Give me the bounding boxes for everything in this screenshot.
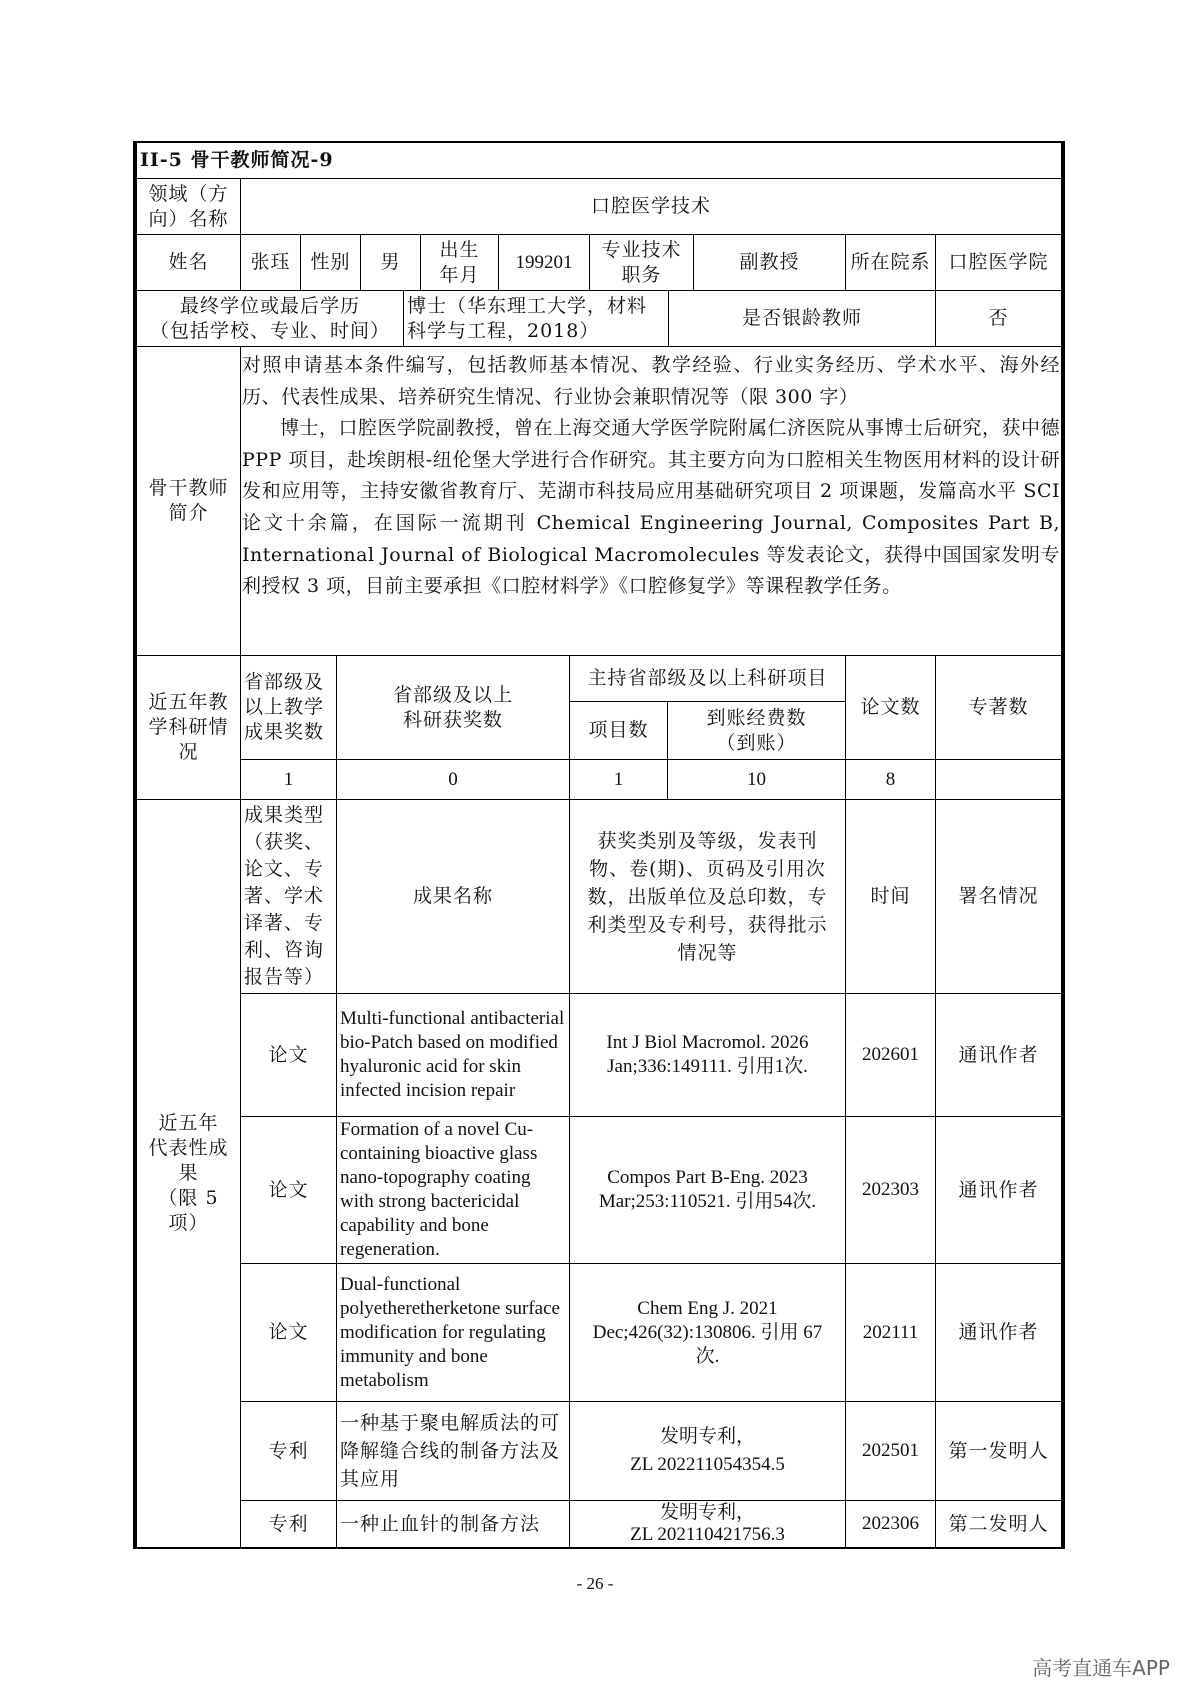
name-value: 张珏 [241,235,301,291]
achievement-detail: 发明专利， ZL 202110421756.3 [570,1501,846,1547]
teaching-awards-value: 1 [241,760,337,800]
funding-header: 到账经费数 （到账） [668,702,846,760]
project-count-value: 1 [570,760,668,800]
achievement-time: 202501 [846,1402,936,1501]
achievement-detail: Chem Eng J. 2021 Dec;426(32):130806. 引用 67 次. [570,1264,846,1402]
senior-teacher-value: 否 [936,291,1061,347]
achievement-type-header: 成果类型 （获奖、 论文、专 著、学术 译著、专 利、咨询 报告等） [241,800,337,994]
achievement-detail: Compos Part B-Eng. 2023 Mar;253:110521. 引用54次. [570,1117,846,1264]
achievement-name: 一种止血针的制备方法 [337,1501,570,1547]
projects-group-header: 主持省部级及以上科研项目 [570,656,846,702]
achievement-time: 202306 [846,1501,936,1547]
achievement-name: Formation of a novel Cu-containing bioactive glass nano-topography coating with strong bactericidal capability and bone regeneration. [337,1117,570,1264]
achievement-name: Multi-functional antibacterial bio-Patch based on modified hyaluronic acid for skin infected incision repair [337,994,570,1117]
project-count-header: 项目数 [570,702,668,760]
achievement-detail-header: 获奖类别及等级，发表刊 物、卷(期)、页码及引用次 数，出版单位及总印数，专 利类型及专利号，获得批示 情况等 [570,800,846,994]
page-number: - 26 - [576,1574,614,1593]
field-value: 口腔医学技术 [241,179,1061,235]
gender-value: 男 [361,235,421,291]
achievement-type: 专利 [241,1501,337,1547]
degree-value: 博士（华东理工大学，材料 科学与工程，2018） [404,291,669,347]
senior-teacher-label: 是否银龄教师 [669,291,936,347]
achievement-type: 专利 [241,1402,337,1501]
field-label: 领域（方 向）名称 [137,179,241,235]
achievement-name-header: 成果名称 [337,800,570,994]
achievement-time: 202601 [846,994,936,1117]
degree-label: 最终学位或最后学历 （包括学校、专业、时间） [137,291,404,347]
monographs-value [936,760,1061,800]
achievement-role: 通讯作者 [936,994,1061,1117]
intro-label: 骨干教师 简介 [137,347,241,656]
monographs-header: 专著数 [936,656,1061,760]
dept-value: 口腔医学院 [936,235,1061,291]
intro-body: 博士，口腔医学院副教授，曾在上海交通大学医学院附属仁济医院从事博士后研究，获中德 PPP 项目，赴埃朗根-纽伦堡大学进行合作研究。其主要方向为口腔相关生物医用材料的设计研发和应用等，主持安徽省教育厅、芜湖市科技局应用基础研究项目 2 项课题，发篇高水平 SCI 论文十余篇，在国际一流期刊 Chemical Engineering Journal, Composites Part B, International Journal of Biological Macromolecules 等发表论文，获得中国国家发明专利授权 3 项，目前主要承担《口腔材料学》《口腔修复学》等课程教学任务。 [242,417,1061,598]
funding-value: 10 [668,760,846,800]
achievement-time-header: 时间 [846,800,936,994]
achievements-label: 近五年 代表性成 果 （限 5 项） [137,800,241,1547]
research-awards-value: 0 [337,760,570,800]
papers-header: 论文数 [846,656,936,760]
gender-label: 性别 [301,235,361,291]
title-value: 副教授 [694,235,846,291]
achievement-detail: Int J Biol Macromol. 2026 Jan;336:149111. 引用1次. [570,994,846,1117]
achievement-role: 第一发明人 [936,1402,1061,1501]
achievement-detail: 发明专利， ZL 202211054354.5 [570,1402,846,1501]
watermark: 高考直通车APP [1032,1656,1170,1680]
section-title: II-5 骨干教师简况-9 [137,143,1061,179]
achievement-role: 通讯作者 [936,1264,1061,1402]
achievement-role-header: 署名情况 [936,800,1061,994]
research-awards-header: 省部级及以上 科研获奖数 [337,656,570,760]
achievement-name: Dual-functional polyetheretherketone surface modification for regulating immunity and bone metabolism [337,1264,570,1402]
birth-value: 199201 [499,235,590,291]
achievement-time: 202111 [846,1264,936,1402]
achievement-time: 202303 [846,1117,936,1264]
achievement-name: 一种基于聚电解质法的可降解缝合线的制备方法及其应用 [337,1402,570,1501]
intro-text [240,350,1062,655]
achievement-type: 论文 [241,1117,337,1264]
achievement-role: 第二发明人 [948,1512,1049,1535]
achievement-role: 通讯作者 [936,1117,1061,1264]
title-label: 专业技术 职务 [590,235,694,291]
papers-value: 8 [846,760,936,800]
achievement-type: 论文 [241,994,337,1117]
intro-instruction: 对照申请基本条件编写，包括教师基本情况、教学经验、行业实务经历、学术水平、海外经历、代表性成果、培养研究生情况、行业协会兼职情况等（限 300 字） [242,354,1060,408]
achievement-type: 论文 [241,1264,337,1402]
dept-label: 所在院系 [846,235,936,291]
birth-label: 出生 年月 [421,235,499,291]
name-label: 姓名 [137,235,241,291]
teaching-awards-header: 省部级及 以上教学 成果奖数 [241,656,337,760]
stats-label: 近五年教 学科研情 况 [137,656,241,800]
